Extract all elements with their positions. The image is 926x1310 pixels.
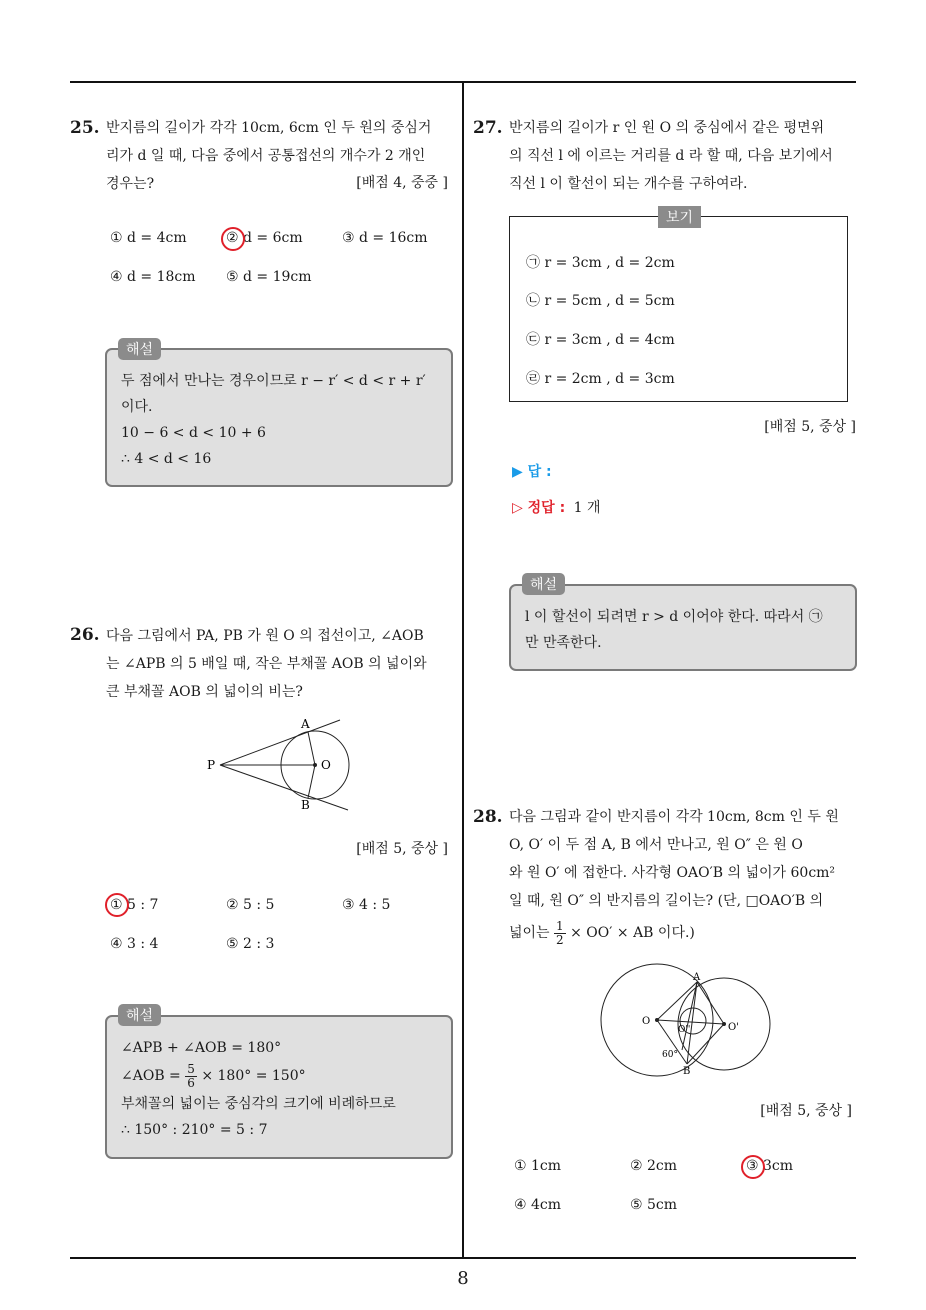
question-number: 26. (70, 625, 100, 645)
column-divider (462, 82, 464, 1258)
question-number: 27. (473, 118, 503, 138)
label-o: O (642, 1016, 651, 1027)
choice-2[interactable]: ② 2cm (630, 1158, 678, 1174)
correct-answer-row (512, 497, 601, 517)
solution-box: l 이 할선이 되려면 r > d 이어야 한다. 따라서 ㉠ 만 만족한다. (509, 584, 857, 671)
bogi-label: 보기 (658, 206, 701, 228)
fraction: $\frac{5}{6}$ (187, 1061, 195, 1090)
answer-mark-circle (741, 1155, 765, 1179)
label-a: A (301, 717, 310, 731)
label-b: B (683, 1066, 691, 1077)
choice-4[interactable]: ④ d = 18cm (110, 269, 196, 285)
question-text: 다음 그림과 같이 반지름이 각각 10cm, 8cm 인 두 원 O, O′ 이 두 점 A, B 에서 만나고, 원 O″ 은 원 O 와 원 O′ 에 접한다. 사각형 OAO′B 의 넓이가 60cm² 일 때, 원 O″ 의 반지름의 길이는? (단, □OAO′B 의 넓이는 $\frac{1}{2}$ × OO′ × AB 이다.) (509, 809, 839, 947)
fraction: $\frac{1}{2}$ (556, 918, 564, 947)
solution-label: 해설 (522, 573, 565, 595)
center-point (313, 763, 317, 767)
bogi-item-2: ㉡ r = 5cm , d = 5cm (526, 293, 675, 309)
solution-box: 두 점에서 만나는 경우이므로 r − r′ < d < r + r′ 이다. 10 − 6 < d < 10 + 6 ∴ 4 < d < 16 (105, 348, 453, 487)
label-a: A (693, 972, 701, 983)
solution-label: 해설 (118, 338, 161, 360)
page-number: 8 (457, 1268, 469, 1289)
two-circles-figure (594, 962, 784, 1077)
choice-3[interactable]: ③ d = 16cm (342, 230, 428, 246)
choice-3[interactable]: ③ 4 : 5 (342, 897, 391, 913)
choice-2[interactable]: ② 5 : 5 (226, 897, 275, 913)
question-number: 28. (473, 807, 503, 827)
choice-2[interactable]: ② d = 6cm (226, 230, 303, 246)
choice-5[interactable]: ⑤ d = 19cm (226, 269, 312, 285)
bogi-item-3: ㉢ r = 3cm , d = 4cm (526, 332, 675, 348)
score-label: [배점 4, 중중 ] (356, 175, 448, 191)
choice-1[interactable]: ① 1cm (514, 1158, 562, 1174)
answer-prompt: ▶ 답 : (512, 464, 552, 480)
label-o-double-prime: O'' (678, 1025, 691, 1035)
choice-3[interactable]: ③ 3cm (746, 1158, 794, 1174)
label-o-prime: O' (728, 1022, 739, 1033)
question-text: 다음 그림에서 PA, PB 가 원 O 의 접선이고, ∠AOB 는 ∠APB 의 5 배일 때, 작은 부채꼴 AOB 의 넓이와 큰 부채꼴 AOB 의 넓이의 비는? (106, 628, 427, 700)
label-angle: 60° (662, 1050, 678, 1060)
solution-label: 해설 (118, 1004, 161, 1026)
correct-label: ▷ 정답 : (512, 500, 566, 516)
radius-oa (308, 732, 315, 765)
score-label: [배점 5, 중상 ] (356, 841, 448, 857)
center-o-prime (722, 1022, 726, 1026)
solution-box: ∠APB + ∠AOB = 180° ∠AOB = $\frac{5}{6}$ × 180° = 150° 부채꼴의 넓이는 중심각의 크기에 비례하므로 ∴ 150° : 210° = 5 : 7 (105, 1015, 453, 1159)
score-label: [배점 5, 중상 ] (764, 419, 856, 435)
choice-1[interactable]: ① 5 : 7 (110, 897, 159, 913)
answer-mark-circle (105, 893, 129, 917)
question-text: 반지름의 길이가 각각 10cm, 6cm 인 두 원의 중심거 리가 d 일 때, 다음 중에서 공통접선의 개수가 2 개인 경우는? (106, 120, 432, 192)
tangent-figure (200, 712, 360, 817)
radius-ob (308, 765, 315, 798)
center-o (655, 1018, 659, 1022)
bogi-item-4: ㉣ r = 2cm , d = 3cm (526, 371, 675, 387)
question-number: 25. (70, 118, 100, 138)
question-text: 반지름의 길이가 r 인 원 O 의 중심에서 같은 평면위 의 직선 l 에 이르는 거리를 d 라 할 때, 다음 보기에서 직선 l 이 할선이 되는 개수를 구하여라. (509, 120, 833, 192)
choice-4[interactable]: ④ 4cm (514, 1197, 562, 1213)
label-o: O (321, 758, 331, 772)
bogi-item-1: ㉠ r = 3cm , d = 2cm (526, 255, 675, 271)
choice-5[interactable]: ⑤ 5cm (630, 1197, 678, 1213)
choice-4[interactable]: ④ 3 : 4 (110, 936, 159, 952)
answer-mark-circle (221, 227, 245, 251)
score-label: [배점 5, 중상 ] (760, 1103, 852, 1119)
choice-5[interactable]: ⑤ 2 : 3 (226, 936, 275, 952)
label-b: B (301, 798, 310, 812)
choice-1[interactable]: ① d = 4cm (110, 230, 187, 246)
correct-value: 1 개 (573, 500, 601, 516)
label-p: P (207, 758, 216, 772)
